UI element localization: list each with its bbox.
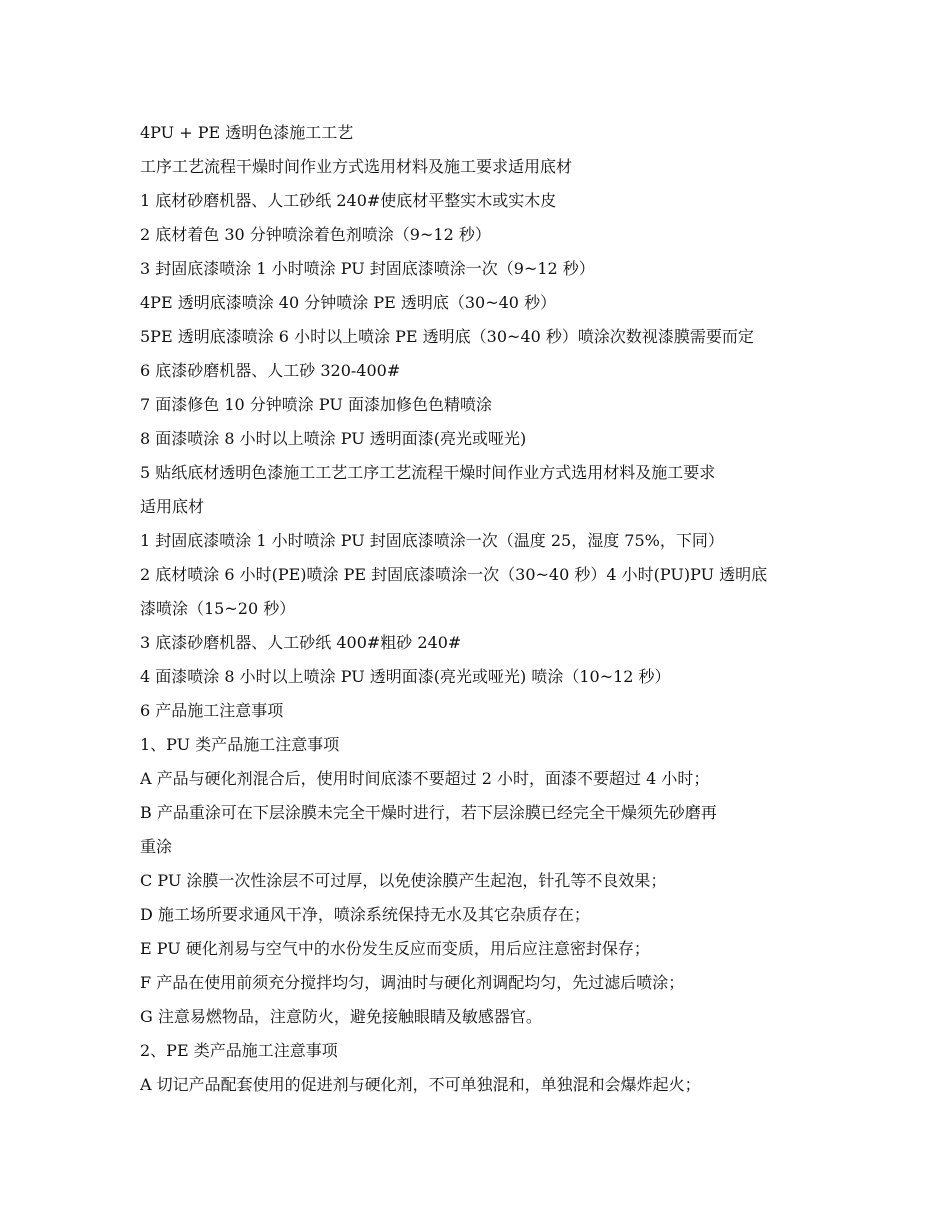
note-item: D 施工场所要求通风干净，喷涂系统保持无水及其它杂质存在； bbox=[140, 905, 590, 924]
process-step: 7 面漆修色 10 分钟喷涂 PU 面漆加修色色精喷涂 bbox=[140, 395, 492, 414]
process-step: 4 面漆喷涂 8 小时以上喷涂 PU 透明面漆(亮光或哑光) 喷涂（10~12 秒） bbox=[140, 667, 671, 686]
process-step: 3 底漆砂磨机器、人工砂纸 400#粗砂 240# bbox=[140, 633, 462, 652]
table-header-line: 工序工艺流程干燥时间作业方式选用材料及施工要求适用底材 bbox=[140, 157, 573, 176]
note-item: E PU 硬化剂易与空气中的水份发生反应而变质，用后应注意密封保存； bbox=[140, 939, 650, 958]
section-title: 4PU + PE 透明色漆施工工艺 bbox=[140, 123, 354, 142]
process-step: 1 封固底漆喷涂 1 小时喷涂 PU 封固底漆喷涂一次（温度 25，湿度 75%，下同） bbox=[140, 531, 724, 550]
process-step-continued: 漆喷涂（15~20 秒） bbox=[140, 599, 296, 618]
section-title: 5 贴纸底材透明色漆施工工艺工序工艺流程干燥时间作业方式选用材料及施工要求 bbox=[140, 463, 716, 482]
section-heading: 6 产品施工注意事项 bbox=[140, 701, 284, 720]
process-step: 4PE 透明底漆喷涂 40 分钟喷涂 PE 透明底（30~40 秒） bbox=[140, 293, 557, 312]
note-item: G 注意易燃物品，注意防火，避免接触眼睛及敏感器官。 bbox=[140, 1007, 542, 1026]
process-step: 8 面漆喷涂 8 小时以上喷涂 PU 透明面漆(亮光或哑光) bbox=[140, 429, 527, 448]
process-step: 2 底材喷涂 6 小时(PE)喷涂 PE 封固底漆喷涂一次（30~40 秒）4 小时(PU)PU 透明底 bbox=[140, 565, 768, 584]
section-title-continued: 适用底材 bbox=[140, 497, 205, 516]
process-step: 2 底材着色 30 分钟喷涂着色剂喷涂（9~12 秒） bbox=[140, 225, 491, 244]
note-item: B 产品重涂可在下层涂膜未完全干燥时进行，若下层涂膜已经完全干燥须先砂磨再 bbox=[140, 803, 717, 822]
process-step: 1 底材砂磨机器、人工砂纸 240#使底材平整实木或实木皮 bbox=[140, 191, 557, 210]
process-step: 5PE 透明底漆喷涂 6 小时以上喷涂 PE 透明底（30~40 秒）喷涂次数视漆膜需要而定 bbox=[140, 327, 754, 346]
note-item-continued: 重涂 bbox=[140, 837, 173, 856]
note-item: F 产品在使用前须充分搅拌均匀，调油时与硬化剂调配均匀，先过滤后喷涂； bbox=[140, 973, 685, 992]
subsection-heading: 1、PU 类产品施工注意事项 bbox=[140, 735, 340, 754]
process-step: 3 封固底漆喷涂 1 小时喷涂 PU 封固底漆喷涂一次（9~12 秒） bbox=[140, 259, 595, 278]
note-item: A 产品与硬化剂混合后，使用时间底漆不要超过 2 小时，面漆不要超过 4 小时； bbox=[140, 769, 710, 788]
subsection-heading: 2、PE 类产品施工注意事项 bbox=[140, 1041, 338, 1060]
note-item: A 切记产品配套使用的促进剂与硬化剂，不可单独混和，单独混和会爆炸起火； bbox=[140, 1075, 701, 1094]
document-body bbox=[140, 116, 830, 1102]
note-item: C PU 涂膜一次性涂层不可过厚，以免使涂膜产生起泡，针孔等不良效果； bbox=[140, 871, 667, 890]
process-step: 6 底漆砂磨机器、人工砂 320-400# bbox=[140, 361, 401, 380]
